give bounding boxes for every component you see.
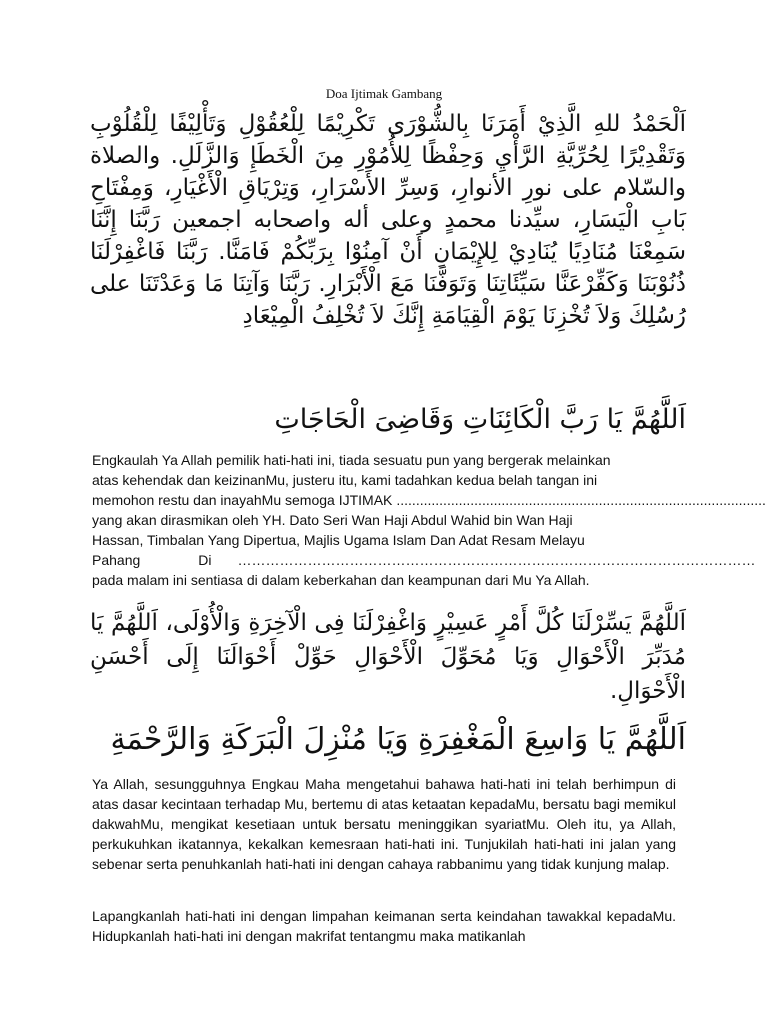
paragraph-line-with-blank: [92, 490, 766, 510]
paragraph-line: pada malam ini sentiasa di dalam keberkahan dan keampunan dari Mu Ya Allah.: [92, 572, 590, 588]
arabic-prayer-ease: اَللَّهُمَّ يَسِّرْلَنَا كُلَّ أَمْرٍ عَسِيْرٍ وَاغْفِرْلَنَا فِى الْآخِرَةِ وَالْأُوْلَى، اَللَّهُمَّ يَا مُدَبِّرَ الْأَحْوَالِ وَيَا مُحَوِّلَ الْأَحْوَالِ حَوِّلْ أَحْوَالَنَا إِلَى أَحْسَنِ الْأَحْوَالِ.: [90, 610, 686, 704]
arabic-heading-wasi-maghfirah: اَللَّهُمَّ يَا وَاسِعَ الْمَغْفِرَةِ وَيَا مُنْزِلَ الْبَرَكَةِ وَالرَّحْمَةِ: [110, 722, 686, 757]
paragraph-line-text: memohon restu dan inayahMu semoga IJTIMAK: [92, 492, 393, 508]
paragraph-hearts-gathered: Ya Allah, sesungguhnya Engkau Maha mengetahui bahawa hati-hati ini telah berhimpun di atas dasar kecintaan terhadap Mu, bertemu di atas ketaatan kepadaMu, bersatu bagi memikul dakwahMu, mengikat kesetiaan untuk bersatu meninggikan syariatMu. Oleh itu, ya Allah, perkukuhkan ikatannya, kekalkan kemesraan hati-hati ini. Tunjukilah hati-hati ini jalan yang sebenar serta penuhkanlah hati-hati ini dengan cahaya rabbanimu yang tidak kunjung malap.: [92, 776, 676, 872]
paragraph-line: yang akan dirasmikan oleh YH. Dato Seri Wan Haji Abdul Wahid bin Wan Haji: [92, 512, 573, 528]
paragraph-line-word: Pahang: [92, 552, 141, 568]
paragraph-line: Hassan, Timbalan Yang Dipertua, Majlis Ugama Islam Dan Adat Resam Melayu: [92, 532, 585, 548]
paragraph-line: Engkaulah Ya Allah pemilik hati-hati ini, tiada sesuatu pun yang bergerak melainkan: [92, 452, 611, 468]
paragraph-ijtimak-request: [92, 450, 766, 590]
paragraph-broaden-hearts: Lapangkanlah hati-hati ini dengan limpahan keimanan serta keindahan tawakkal kepadaMu. Hidupkanlah hati-hati ini dengan makrifat tentangmu maka matikanlah: [92, 908, 676, 944]
arabic-opening-prayer: اَلْحَمْدُ للهِ الَّذِيْ أَمَرَنَا بِالشُّوْرَى تَكْرِيْمًا لِلْعُقُوْلِ وَتَأْلِيْفًا لِلْقُلُوْبِ وَتَقْدِيْرًا لِحُرِّيَّةِ الرَّأْيِ وَحِفْظًا لِلأُمُوْرِ مِنَ الْخَطَإِ وَالزَّلَلِ. والصلاة والسّلام على نورِ الأنوارِ، وَسِرِّ الأَسْرَارِ، وَتِرْيَاقِ الْأَغْيَارِ، وَمِفْتَاحِ بَابِ الْيَسَارِ، سيِّدنا محمدٍ وعلى أله واصحابه اجمعين رَبَّنَا إِنَّنَا سَمِعْنَا مُنَادِيًا يُنَادِيْ لِلإِيْمَانِ أَنْ آمِنُوْا بِرَبِّكُمْ فَامَنَّا. رَبَّنَا فَاغْفِرْلَنَا ذُنُوْبَنَا وَكَفِّرْعَنَّا سَيِّئَاتِنَا وَتَوَفَّنَا مَعَ الْأَبْرَارِ. رَبَّنَا وَآتِنَا مَا وَعَدْتَنَا على رُسُلِكَ وَلاَ تُخْزِنَا يَوْمَ الْقِيَامَةِ إِنَّكَ لاَ تُخْلِفُ الْمِيْعَادِ: [90, 111, 686, 329]
fill-in-blank-venue: …………………………………………………………………………………………………: [237, 552, 756, 568]
paragraph-line-with-blank: [92, 550, 756, 570]
document-title: Doa Ijtimak Gambang: [325, 86, 443, 101]
fill-in-blank-event: ...............................................................................................: [396, 492, 766, 508]
paragraph-line-di: Di: [198, 552, 212, 568]
arabic-heading-rabbul-kainat: اَللَّهُمَّ يَا رَبَّ الْكَائِنَاتِ وَقَاضِىَ الْحَاجَاتِ: [274, 404, 686, 435]
paragraph-line: atas kehendak dan keizinanMu, justeru itu, kami tadahkan kedua belah tangan ini: [92, 472, 598, 488]
